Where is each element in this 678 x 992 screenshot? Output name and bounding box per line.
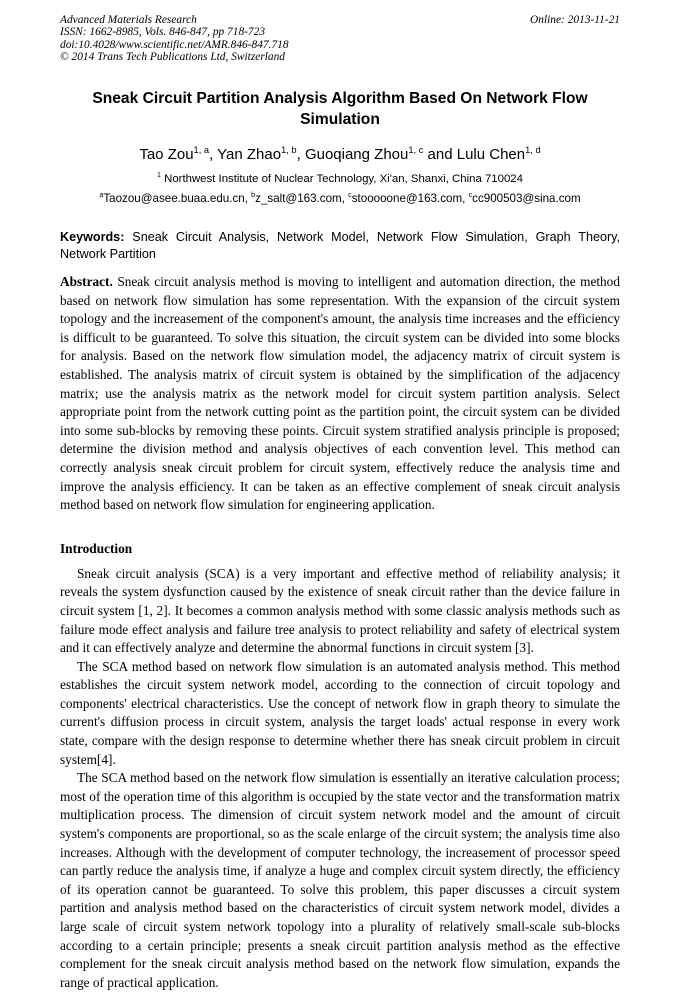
email-address: Taozou@asee.buaa.edu.cn	[103, 192, 245, 206]
keywords-block	[60, 229, 620, 262]
keywords-label: Keywords:	[60, 230, 125, 245]
paragraph: Sneak circuit analysis (SCA) is a very important and effective method of reliability analysis; it reveals the system dysfunction caused by the existence of sneak circuit rather than the device failure in circuit system [1, 2]. It becomes a common analysis method with some classic analysis methods such as failure mode effect analysis and failure tree analysis to protect reliability and safety of electrical system and it can effectively analyze and determine the abnormal functions in circuit system [3].	[60, 565, 620, 656]
paragraph: The SCA method based on network flow simulation is an automated analysis method. This method establishes the circuit system network model, according to the connection of circuit topology and components' electrical characteristics. Use the concept of network flow in graph theory to simulate the current's diffusion process in circuit system, analysis the target loads' actual response in every work state, compare with the design response to determine whether there has sneak circuit problem in circuit system[4].	[60, 658, 620, 767]
paper-title: Sneak Circuit Partition Analysis Algorithm Based On Network Flow Simulation	[92, 90, 588, 129]
author-affiliation-marker: 1, d	[525, 145, 541, 156]
issn-line: ISSN: 1662-8985, Vols. 846-847, pp 718-723	[60, 26, 266, 39]
author-separator: ,	[209, 146, 218, 164]
email-separator: ,	[462, 192, 469, 206]
copyright-line: © 2014 Trans Tech Publications Ltd, Switzerland	[60, 50, 285, 63]
email-address: z_salt@163.com	[255, 192, 342, 206]
email-marker: c	[348, 190, 352, 200]
author-name: Guoqiang Zhou	[304, 146, 409, 164]
journal-name: Advanced Materials Research	[60, 14, 197, 26]
email-marker: c	[468, 190, 473, 200]
affiliation-text: Northwest Institute of Nuclear Technology, Xi'an, Shanxi, China 710024	[160, 173, 523, 186]
paragraph: The SCA method based on the network flow simulation is essentially an iterative calculation process; most of the operation time of this algorithm is occupied by the state vector and the transformation matrix multiplication process. The dimension of circuit system network model and the amount of circuit system's components are proportional, so as the scale enlarge of the circuit system; the analysis time also increases. Although with the development of computer technology, the increasement of processor speed can partly reduce the analysis time, if analyze a huge and complex circuit system directly, the efficiency of its operation cannot be guaranteed. To solve this problem, this paper discusses a circuit system partition and analysis method based on the characteristics of circuit system network model, divides a large scale of circuit system network topology into a plurality of relatively small-scale sub-blocks according to a certain principle; presents a sneak circuit partition analysis method as the effective complement for the sneak circuit analysis method based on the network flow simulation, expands the range of practical application.	[60, 770, 620, 990]
author-separator: ,	[296, 146, 305, 164]
journal-meta	[60, 14, 289, 63]
emails-line	[60, 191, 620, 206]
online-date: Online: 2013-11-21	[530, 14, 620, 26]
email-address: cc900503@sina.com	[472, 192, 581, 206]
keywords-text: Sneak Circuit Analysis, Network Model, Network Flow Simulation, Graph Theory, Network Partition	[60, 230, 621, 261]
email-separator: ,	[244, 192, 252, 206]
author-name: Lulu Chen	[456, 146, 526, 164]
section-heading: Introduction	[60, 540, 133, 556]
email-separator: ,	[341, 192, 349, 206]
author-affiliation-marker: 1, c	[408, 145, 424, 156]
abstract-text: Sneak circuit analysis method is moving to intelligent and automation direction, the method based on network flow simulation has some representation. With the expansion of the circuit system topology and the increasement of the component's amount, the analysis time increases and the efficiency is difficult to be guaranteed. To solve this situation, the circuit system can be divided into some blocks for analysis. Based on the network flow simulation model, the adjacency matrix of circuit system is established. The analysis matrix of circuit system is obtained by the simplification of the adjacency matrix; use the analysis matrix as the network model for circuit system partition analysis. Select appropriate point from the network cutting point as the partition point, the circuit system can be divided into some sub-blocks by removing these points. Circuit system stratified analysis principle is proposed; determine the division method and analysis objectives of each convention level. This method can correctly analysis sneak circuit problem for circuit system, effectively reduce the analysis time and improve the analysis efficiency. It can be taken as an effective complement of sneak circuit analysis method based on network flow simulation for engineering application.	[60, 274, 620, 513]
author-affiliation-marker: 1, a	[193, 145, 210, 156]
email-address: stooooone@163.com	[351, 192, 463, 206]
author-affiliation-marker: 1, b	[281, 145, 297, 156]
journal-header	[60, 14, 620, 63]
email-marker: a	[99, 190, 104, 200]
author-name: Yan Zhao	[217, 146, 282, 164]
abstract-block	[60, 273, 620, 515]
affiliation-line	[60, 172, 620, 187]
doi-line: doi:10.4028/www.scientific.net/AMR.846-847.718	[60, 38, 289, 51]
email-marker: b	[251, 190, 256, 200]
author-name: Tao Zou	[139, 146, 194, 164]
abstract-label: Abstract.	[60, 274, 113, 289]
section-body	[60, 565, 620, 992]
author-separator: and	[423, 146, 457, 164]
affiliation-marker: 1	[157, 172, 161, 180]
authors-line	[60, 145, 620, 165]
section-introduction	[60, 540, 620, 992]
